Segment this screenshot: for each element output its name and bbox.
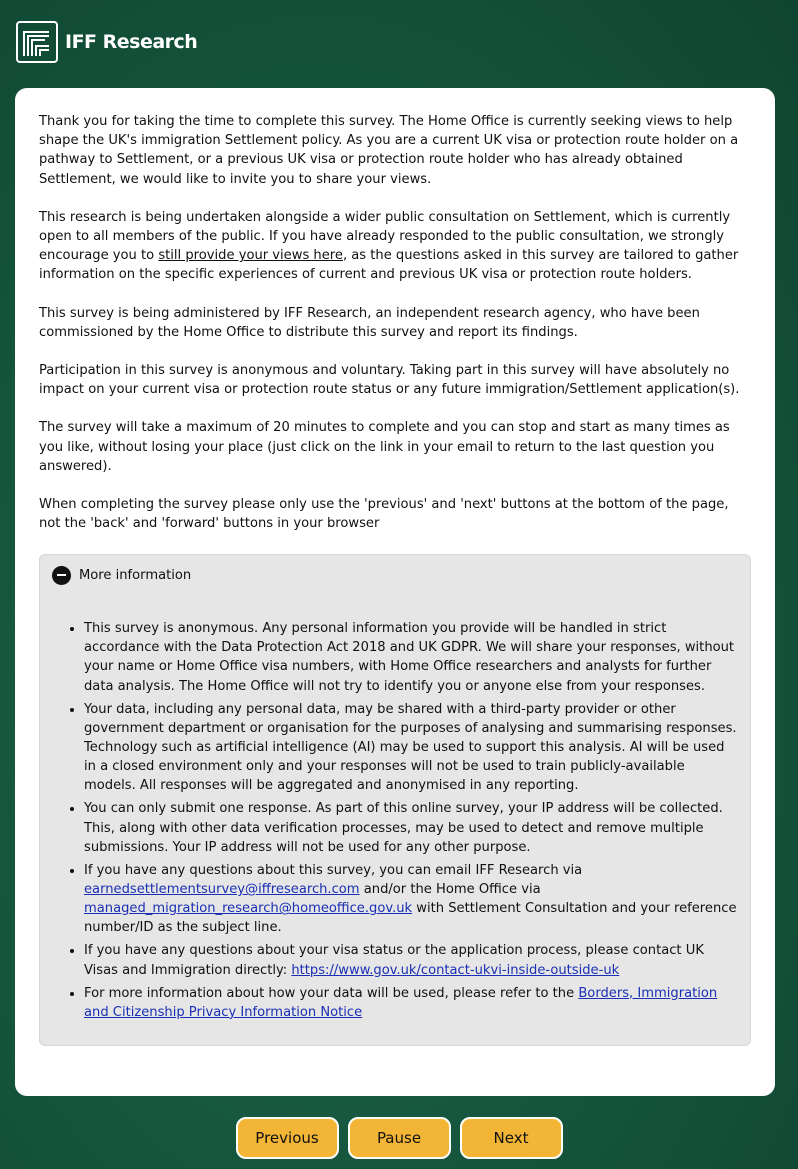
list-item: • Your data, including any personal data, may be shared with a third-party provider or other government department or organisation for the purposes of analysing and summarising responses. Technology such as artificial intelligence (AI) may be used to support this analysis. AI will be used in a closed environment only and your responses will not be used to train publicly-available models. All responses will be aggregated and anonymised in any reporting. (84, 700, 738, 796)
intro-paragraph: This survey is being administered by IFF Research, an independent research agency, who have been commissioned by the Home Office to distribute this survey and report its findings. (39, 305, 700, 340)
brand-logo (15, 20, 197, 64)
brand-name: IFF Research (65, 31, 198, 53)
accordion-body (40, 619, 750, 1022)
intro-paragraph: The survey will take a maximum of 20 minutes to complete and you can stop and start as many times as you like, without losing your place (just click on the link in your email to return to the last question you answered). (39, 420, 730, 474)
more-information-toggle[interactable] (40, 555, 750, 595)
intro-text (39, 112, 751, 533)
list-text-segment: If you have any questions about this survey, you can email IFF Research via (84, 862, 583, 878)
info-list (40, 619, 750, 1022)
list-item: • You can only submit one response. As part of this online survey, your IP address will be collected. This, along with other data verification processes, may be used to detect and remove multiple submissions. Your IP address will not be used for any other purpose. (84, 799, 738, 857)
list-item (84, 984, 738, 1022)
intro-text-segment: This research is being undertaken alongside a wider public consultation on Settlement, which is currently open to all members of the public. If you have already responded to the public consultation, we strongly encourage you to (39, 209, 731, 264)
list-item (84, 861, 738, 938)
list-text-segment: If you have any questions about your visa status or the application process, please contact UK Visas and Immigration directly: (84, 943, 704, 978)
intro-text-segment: , as the questions asked in this survey are tailored to gather information on the specific experiences of current and previous UK visa or protection route holders. (39, 248, 739, 283)
intro-paragraph: Thank you for taking the time to complete this survey. The Home Office is currently seeking views to help shape the UK's immigration Settlement policy. As you are a current UK visa or protection route holder on a pathway to Settlement, or a previous UK visa or protection route holder who has already obtained Settlement, we would like to invite you to share your views. (39, 114, 739, 187)
privacy-notice-link[interactable]: Borders, Immigration and Citizenship Privacy Information Notice (84, 985, 718, 1020)
collapse-minus-icon (52, 566, 71, 585)
list-text-segment: with Settlement Consultation and your reference number/ID as the subject line. (84, 901, 737, 936)
more-information-accordion (39, 554, 751, 1046)
previous-button[interactable]: Previous (236, 1117, 339, 1159)
list-item: • This survey is anonymous. Any personal information you provide will be handled in strict accordance with the Data Protection Act 2018 and UK GDPR. We will share your responses, without your name or Home Office visa numbers, with Home Office researchers and analysts for further data analysis. The Home Office will not try to identify you or anyone else from your responses. (84, 619, 738, 696)
survey-navigation (0, 1117, 798, 1159)
accordion-title: More information (79, 567, 192, 583)
ukvi-contact-link[interactable]: https://www.gov.uk/contact-ukvi-inside-outside-uk (291, 962, 620, 978)
list-item (84, 941, 738, 979)
provide-views-link[interactable]: still provide your views here (158, 248, 343, 264)
pause-button[interactable]: Pause (348, 1117, 451, 1159)
next-button[interactable]: Next (460, 1117, 563, 1159)
iff-email-link[interactable]: earnedsettlementsurvey@iffresearch.com (84, 882, 360, 898)
intro-paragraph-consultation (39, 208, 751, 285)
list-text-segment: and/or the Home Office via (359, 882, 541, 898)
iff-logo-icon (15, 20, 59, 64)
home-office-email-link[interactable]: managed_migration_research@homeoffice.gov.uk (84, 901, 413, 917)
intro-paragraph: Participation in this survey is anonymous and voluntary. Taking part in this survey will have absolutely no impact on your current visa or protection route status or any future immigration/Settlement application(s). (39, 363, 740, 398)
intro-paragraph: When completing the survey please only use the 'previous' and 'next' buttons at the bottom of the page, not the 'back' and 'forward' buttons in your browser (39, 497, 729, 532)
list-text-segment: For more information about how your data will be used, please refer to the (84, 985, 579, 1001)
survey-intro-card (15, 88, 775, 1096)
